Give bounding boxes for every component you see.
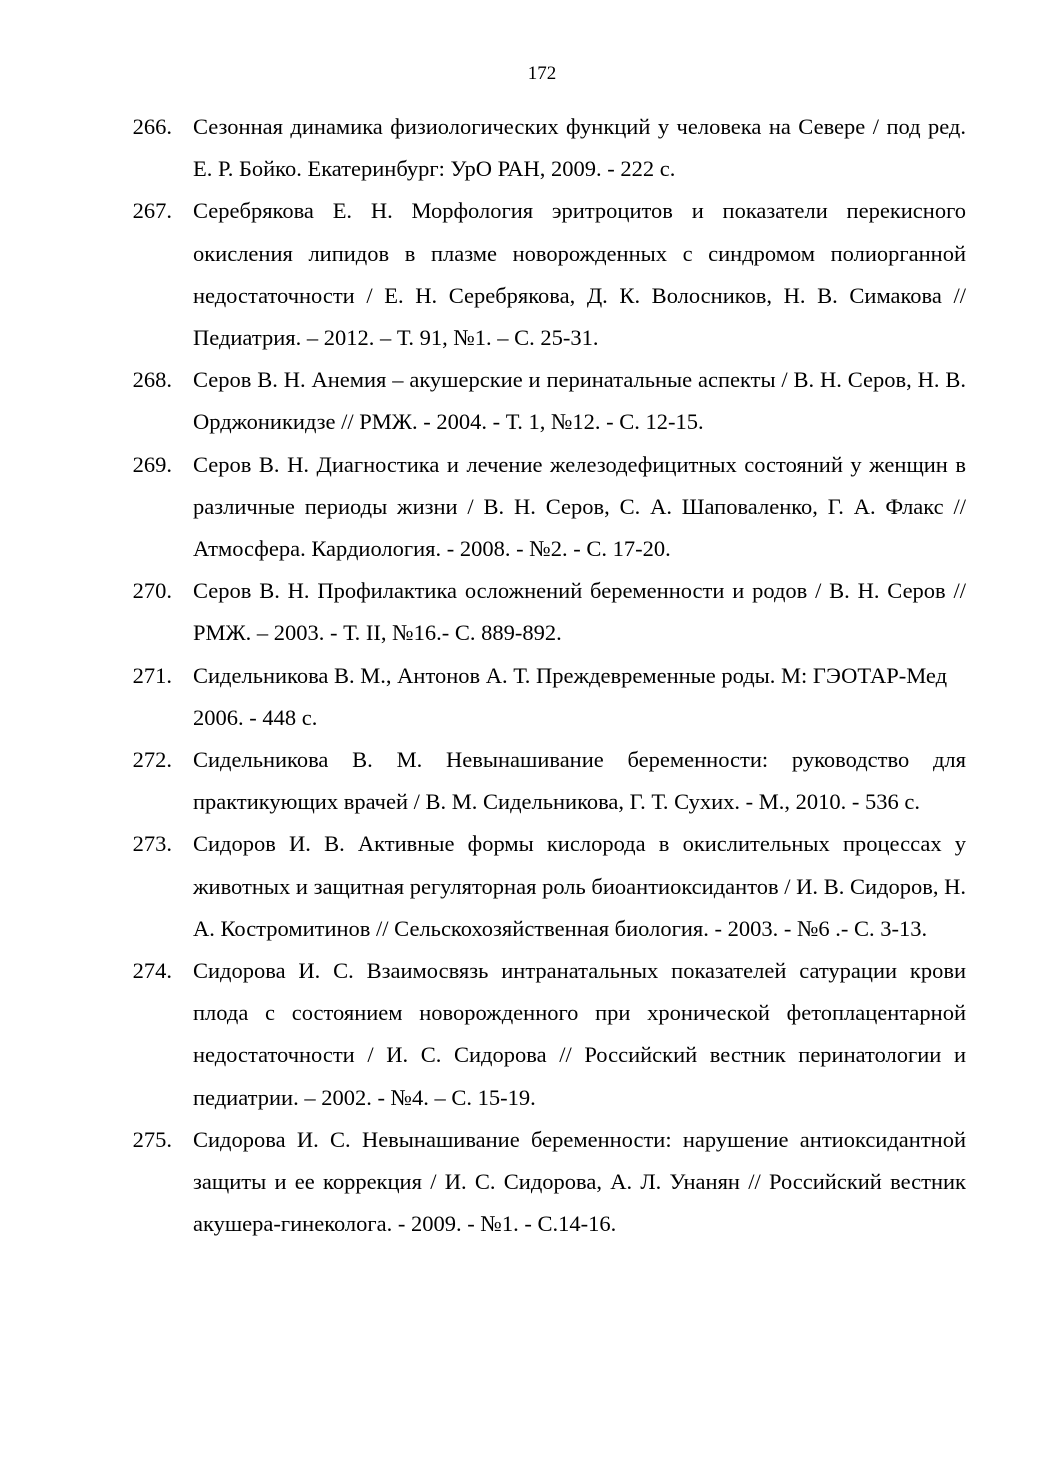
reference-text: Серов В. Н. Анемия – акушерские и перинатальные аспекты / В. Н. Серов, Н. В. Орджоникидзе // РМЖ. - 2004. - Т. 1, №12. - С. 12-15. xyxy=(193,367,966,435)
reference-number: 273. xyxy=(132,831,172,857)
reference-number: 272. xyxy=(132,747,172,773)
reference-item xyxy=(0,570,1040,654)
reference-item xyxy=(0,739,1040,823)
reference-item xyxy=(0,444,1040,571)
reference-item xyxy=(0,106,1040,190)
reference-number: 274. xyxy=(132,958,172,984)
reference-text: Сезонная динамика физиологических функций у человека на Севере / под ред. Е. Р. Бойко. Екатеринбург: УрО РАН, 2009. - 222 с. xyxy=(193,114,966,182)
reference-item xyxy=(0,190,1040,359)
reference-item xyxy=(0,823,1040,950)
reference-item xyxy=(0,655,1040,739)
reference-number: 268. xyxy=(132,367,172,393)
reference-item xyxy=(0,950,1040,1119)
reference-number: 269. xyxy=(132,451,172,477)
reference-list xyxy=(0,106,1040,1245)
reference-text: Сидорова И. С. Невынашивание беременности: нарушение антиоксидантной защиты и ее коррекция / И. С. Сидорова, А. Л. Унанян // Российский вестник акушера-гинеколога. - 2009. - №1. - С.14-16. xyxy=(193,1126,966,1237)
reference-text: Серов В. Н. Профилактика осложнений беременности и родов / В. Н. Серов // РМЖ. – 2003. - Т. II, №16.- С. 889-892. xyxy=(193,578,966,646)
reference-item xyxy=(0,359,1040,443)
reference-number: 275. xyxy=(132,1126,172,1152)
reference-item xyxy=(0,1119,1040,1246)
reference-number: 270. xyxy=(132,578,172,604)
reference-number: 271. xyxy=(132,662,172,688)
reference-text: Серебрякова Е. Н. Морфология эритроцитов и показатели перекисного окисления липидов в плазме новорожденных с синдромом полиорганной недостаточности / Е. Н. Серебрякова, Д. К. Волосников, Н. В. Симакова // Педиатрия. – 2012. – Т. 91, №1. – С. 25-31. xyxy=(193,198,966,351)
reference-text: Сидельникова В. М. Невынашивание беременности: руководство для практикующих врачей / В. М. Сидельникова, Г. Т. Сухих. - М., 2010. - 536 с. xyxy=(193,747,966,815)
reference-text: Сидельникова В. М., Антонов А. Т. Преждевременные роды. М: ГЭОТАР-Мед 2006. - 448 с. xyxy=(193,662,948,730)
reference-text: Серов В. Н. Диагностика и лечение железодефицитных состояний у женщин в различные периоды жизни / В. Н. Серов, С. А. Шаповаленко, Г. А. Флакс // Атмосфера. Кардиология. - 2008. - №2. - С. 17-20. xyxy=(193,451,966,562)
reference-number: 266. xyxy=(132,114,172,139)
page-number: 172 xyxy=(527,63,557,84)
reference-text: Сидоров И. В. Активные формы кислорода в окислительных процессах у животных и защитная регуляторная роль биоантиоксидантов / И. В. Сидоров, Н. А. Костромитинов // Сельскохозяйственная биология. - 2003. - №6 .- С. 3-13. xyxy=(193,831,966,941)
reference-number: 267. xyxy=(132,198,172,224)
reference-text: Сидорова И. С. Взаимосвязь интранатальных показателей сатурации крови плода с состоянием новорожденного при хронической фетоплацентарной недостаточности / И. С. Сидорова // Российский вестник перинатологии и педиатрии. – 2002. - №4. – С. 15-19. xyxy=(193,958,966,1110)
